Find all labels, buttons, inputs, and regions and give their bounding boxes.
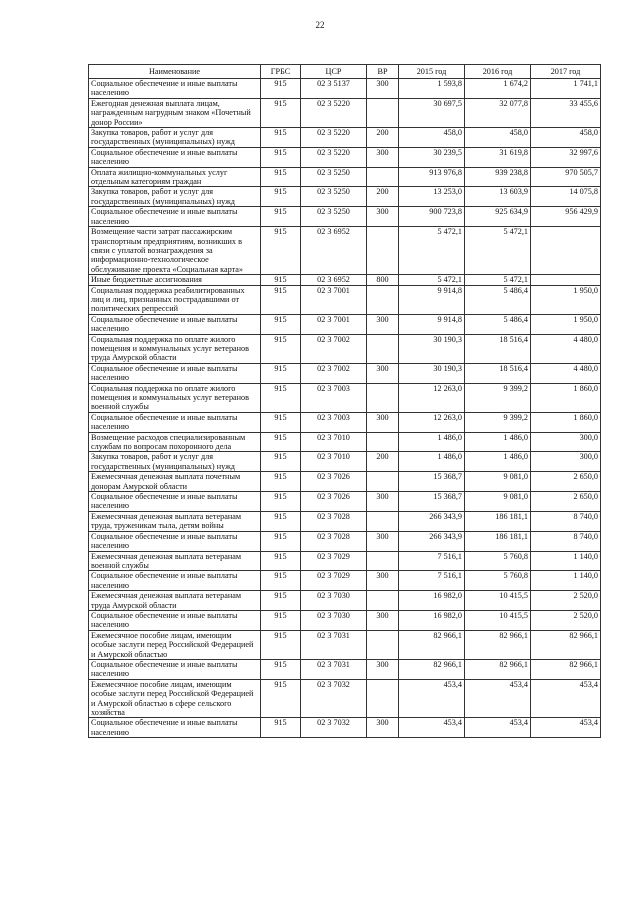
- cell-grbs: 915: [261, 718, 301, 738]
- cell-2017: 2 650,0: [531, 472, 601, 492]
- cell-2015: 1 486,0: [399, 432, 465, 452]
- cell-2017: 2 520,0: [531, 610, 601, 630]
- cell-2016: 9 081,0: [465, 492, 531, 512]
- cell-2016: 186 181,1: [465, 531, 531, 551]
- cell-2016: 10 415,5: [465, 591, 531, 611]
- cell-name: Закупка товаров, работ и услуг для государственных (муниципальных) нужд: [89, 452, 261, 472]
- cell-name: Социальное обеспечение и иные выплаты населению: [89, 571, 261, 591]
- header-2015: 2015 год: [399, 65, 465, 79]
- table-row: [89, 452, 601, 472]
- table-row: [89, 275, 601, 285]
- cell-vr: 300: [367, 363, 399, 383]
- cell-name: Социальное обеспечение и иные выплаты населению: [89, 79, 261, 99]
- cell-grbs: 915: [261, 472, 301, 492]
- cell-2017: 1 860,0: [531, 383, 601, 412]
- cell-2015: 30 239,5: [399, 147, 465, 167]
- cell-2015: 458,0: [399, 128, 465, 148]
- cell-2015: 30 190,3: [399, 334, 465, 363]
- cell-name: Социальное обеспечение и иные выплаты населению: [89, 492, 261, 512]
- table-row: [89, 630, 601, 659]
- cell-vr: [367, 167, 399, 187]
- cell-2015: 9 914,8: [399, 285, 465, 314]
- cell-grbs: 915: [261, 511, 301, 531]
- cell-2016: 1 486,0: [465, 452, 531, 472]
- cell-2016: 458,0: [465, 128, 531, 148]
- cell-grbs: 915: [261, 452, 301, 472]
- cell-2017: [531, 275, 601, 285]
- cell-grbs: 915: [261, 571, 301, 591]
- cell-2015: 7 516,1: [399, 551, 465, 571]
- cell-grbs: 915: [261, 659, 301, 679]
- cell-2015: 1 593,8: [399, 79, 465, 99]
- cell-2016: 1 674,2: [465, 79, 531, 99]
- cell-2017: 8 740,0: [531, 511, 601, 531]
- cell-2017: 8 740,0: [531, 531, 601, 551]
- cell-vr: 300: [367, 207, 399, 227]
- cell-2015: 5 472,1: [399, 227, 465, 275]
- cell-2017: 14 075,8: [531, 187, 601, 207]
- table-row: [89, 412, 601, 432]
- cell-grbs: 915: [261, 98, 301, 127]
- table-row: [89, 659, 601, 679]
- cell-name: Социальное обеспечение и иные выплаты населению: [89, 659, 261, 679]
- cell-2017: 1 860,0: [531, 412, 601, 432]
- cell-2015: 7 516,1: [399, 571, 465, 591]
- cell-2015: 15 368,7: [399, 472, 465, 492]
- table-header-row: [89, 65, 601, 79]
- cell-2017: 4 480,0: [531, 363, 601, 383]
- cell-grbs: 915: [261, 275, 301, 285]
- table-row: [89, 531, 601, 551]
- header-vr: ВР: [367, 65, 399, 79]
- cell-2016: 5 760,8: [465, 571, 531, 591]
- cell-grbs: 915: [261, 679, 301, 718]
- cell-2017: 1 140,0: [531, 571, 601, 591]
- cell-name: Социальное обеспечение и иные выплаты населению: [89, 718, 261, 738]
- cell-2015: 266 343,9: [399, 511, 465, 531]
- cell-csr: 02 3 7010: [301, 452, 367, 472]
- cell-name: Социальное обеспечение и иные выплаты населению: [89, 207, 261, 227]
- cell-2017: 458,0: [531, 128, 601, 148]
- cell-name: Ежемесячное пособие лицам, имеющим особые заслуги перед Российской Федерацией и Амурской областью в сфере сельского хозяйства: [89, 679, 261, 718]
- cell-2017: 956 429,9: [531, 207, 601, 227]
- cell-vr: 300: [367, 79, 399, 99]
- header-name: Наименование: [89, 65, 261, 79]
- cell-csr: 02 3 7031: [301, 659, 367, 679]
- table-row: [89, 492, 601, 512]
- header-grbs: ГРБС: [261, 65, 301, 79]
- cell-2015: 5 472,1: [399, 275, 465, 285]
- cell-2015: 12 263,0: [399, 412, 465, 432]
- cell-2017: 1 950,0: [531, 314, 601, 334]
- table-row: [89, 679, 601, 718]
- cell-name: Ежемесячная денежная выплата ветеранам труда Амурской области: [89, 591, 261, 611]
- cell-vr: [367, 98, 399, 127]
- table-row: [89, 591, 601, 611]
- cell-grbs: 915: [261, 630, 301, 659]
- cell-csr: 02 3 7010: [301, 432, 367, 452]
- cell-grbs: 915: [261, 79, 301, 99]
- cell-vr: [367, 334, 399, 363]
- cell-vr: [367, 432, 399, 452]
- cell-csr: 02 3 5250: [301, 167, 367, 187]
- cell-2015: 30 697,5: [399, 98, 465, 127]
- cell-2016: 82 966,1: [465, 630, 531, 659]
- cell-2017: 82 966,1: [531, 659, 601, 679]
- cell-vr: 800: [367, 275, 399, 285]
- cell-2016: 925 634,9: [465, 207, 531, 227]
- cell-2017: 300,0: [531, 452, 601, 472]
- cell-name: Социальная поддержка реабилитированных лиц и лиц, признанных пострадавшими от политических репрессий: [89, 285, 261, 314]
- table-row: [89, 610, 601, 630]
- cell-vr: [367, 285, 399, 314]
- cell-2016: 186 181,1: [465, 511, 531, 531]
- cell-name: Возмещение части затрат пассажирским транспортным предприятиям, возникших в связи с уплатой вознаграждения за информационно-технологическое обслуживание проекта «Социальная карта»: [89, 227, 261, 275]
- budget-table: [88, 64, 601, 738]
- table-row: [89, 79, 601, 99]
- cell-2016: 5 472,1: [465, 227, 531, 275]
- cell-grbs: 915: [261, 285, 301, 314]
- cell-2017: 970 505,7: [531, 167, 601, 187]
- table-row: [89, 314, 601, 334]
- cell-name: Социальное обеспечение и иные выплаты населению: [89, 363, 261, 383]
- cell-2015: 16 982,0: [399, 610, 465, 630]
- cell-name: Социальное обеспечение и иные выплаты населению: [89, 531, 261, 551]
- cell-2016: 13 603,9: [465, 187, 531, 207]
- table-row: [89, 207, 601, 227]
- cell-2017: 32 997,6: [531, 147, 601, 167]
- header-2017: 2017 год: [531, 65, 601, 79]
- table-row: [89, 147, 601, 167]
- cell-csr: 02 3 5220: [301, 147, 367, 167]
- table-row: [89, 227, 601, 275]
- cell-csr: 02 3 7028: [301, 511, 367, 531]
- table-row: [89, 285, 601, 314]
- cell-csr: 02 3 7029: [301, 571, 367, 591]
- cell-2016: 10 415,5: [465, 610, 531, 630]
- cell-vr: [367, 511, 399, 531]
- cell-2015: 913 976,8: [399, 167, 465, 187]
- cell-2016: 9 399,2: [465, 412, 531, 432]
- cell-2015: 82 966,1: [399, 659, 465, 679]
- cell-vr: 300: [367, 531, 399, 551]
- cell-csr: 02 3 7026: [301, 492, 367, 512]
- cell-grbs: 915: [261, 531, 301, 551]
- cell-2016: 32 077,8: [465, 98, 531, 127]
- cell-2016: 9 081,0: [465, 472, 531, 492]
- table-row: [89, 187, 601, 207]
- cell-2015: 82 966,1: [399, 630, 465, 659]
- cell-2015: 30 190,3: [399, 363, 465, 383]
- cell-csr: 02 3 7002: [301, 363, 367, 383]
- table-row: [89, 334, 601, 363]
- cell-vr: [367, 472, 399, 492]
- cell-csr: 02 3 7029: [301, 551, 367, 571]
- cell-grbs: 915: [261, 227, 301, 275]
- cell-vr: 300: [367, 718, 399, 738]
- cell-name: Социальная поддержка по оплате жилого помещения и коммунальных услуг ветеранов военной службы: [89, 383, 261, 412]
- cell-csr: 02 3 5137: [301, 79, 367, 99]
- cell-2015: 13 253,0: [399, 187, 465, 207]
- cell-name: Ежемесячная денежная выплата почетным донорам Амурской области: [89, 472, 261, 492]
- cell-name: Социальное обеспечение и иные выплаты населению: [89, 147, 261, 167]
- cell-2015: 15 368,7: [399, 492, 465, 512]
- cell-2015: 9 914,8: [399, 314, 465, 334]
- cell-name: Оплата жилищно-коммунальных услуг отдельным категориям граждан: [89, 167, 261, 187]
- cell-grbs: 915: [261, 591, 301, 611]
- cell-csr: 02 3 7003: [301, 412, 367, 432]
- cell-name: Закупка товаров, работ и услуг для государственных (муниципальных) нужд: [89, 128, 261, 148]
- cell-2015: 266 343,9: [399, 531, 465, 551]
- cell-grbs: 915: [261, 551, 301, 571]
- cell-2017: 82 966,1: [531, 630, 601, 659]
- cell-name: Закупка товаров, работ и услуг для государственных (муниципальных) нужд: [89, 187, 261, 207]
- cell-2015: 12 263,0: [399, 383, 465, 412]
- cell-name: Ежемесячное пособие лицам, имеющим особые заслуги перед Российской Федерацией и Амурской областью: [89, 630, 261, 659]
- cell-csr: 02 3 5220: [301, 128, 367, 148]
- cell-2016: 5 760,8: [465, 551, 531, 571]
- cell-2017: 453,4: [531, 718, 601, 738]
- cell-2016: 453,4: [465, 718, 531, 738]
- cell-2016: 31 619,8: [465, 147, 531, 167]
- cell-vr: 200: [367, 128, 399, 148]
- table-row: [89, 98, 601, 127]
- cell-csr: 02 3 5220: [301, 98, 367, 127]
- cell-vr: [367, 227, 399, 275]
- cell-2016: 82 966,1: [465, 659, 531, 679]
- cell-csr: 02 3 6952: [301, 227, 367, 275]
- cell-vr: [367, 630, 399, 659]
- cell-2015: 453,4: [399, 718, 465, 738]
- cell-csr: 02 3 7030: [301, 610, 367, 630]
- cell-2016: 5 472,1: [465, 275, 531, 285]
- cell-grbs: 915: [261, 412, 301, 432]
- table-row: [89, 571, 601, 591]
- cell-grbs: 915: [261, 610, 301, 630]
- cell-grbs: 915: [261, 187, 301, 207]
- cell-csr: 02 3 7028: [301, 531, 367, 551]
- table-row: [89, 472, 601, 492]
- cell-csr: 02 3 7031: [301, 630, 367, 659]
- cell-2016: 453,4: [465, 679, 531, 718]
- cell-2016: 1 486,0: [465, 432, 531, 452]
- cell-2017: 2 650,0: [531, 492, 601, 512]
- cell-grbs: 915: [261, 128, 301, 148]
- cell-name: Ежемесячная денежная выплата ветеранам военной службы: [89, 551, 261, 571]
- cell-csr: 02 3 7032: [301, 679, 367, 718]
- cell-vr: [367, 679, 399, 718]
- cell-grbs: 915: [261, 207, 301, 227]
- header-csr: ЦСР: [301, 65, 367, 79]
- page-number: 22: [315, 20, 325, 30]
- cell-vr: [367, 383, 399, 412]
- budget-sheet: [88, 64, 600, 738]
- cell-vr: 300: [367, 147, 399, 167]
- table-row: [89, 718, 601, 738]
- cell-name: Социальное обеспечение и иные выплаты населению: [89, 610, 261, 630]
- cell-vr: 300: [367, 571, 399, 591]
- cell-name: Социальная поддержка по оплате жилого помещения и коммунальных услуг ветеранов труда Амурской области: [89, 334, 261, 363]
- cell-2016: 5 486,4: [465, 314, 531, 334]
- cell-vr: 300: [367, 610, 399, 630]
- table-body: [89, 79, 601, 738]
- cell-2017: 453,4: [531, 679, 601, 718]
- cell-csr: 02 3 5250: [301, 207, 367, 227]
- cell-vr: 300: [367, 492, 399, 512]
- cell-csr: 02 3 7003: [301, 383, 367, 412]
- cell-2017: 300,0: [531, 432, 601, 452]
- cell-csr: 02 3 7030: [301, 591, 367, 611]
- cell-2016: 9 399,2: [465, 383, 531, 412]
- cell-name: Ежемесячная денежная выплата ветеранам труда, труженикам тыла, детям войны: [89, 511, 261, 531]
- cell-grbs: 915: [261, 314, 301, 334]
- cell-2017: 4 480,0: [531, 334, 601, 363]
- cell-grbs: 915: [261, 383, 301, 412]
- cell-name: Социальное обеспечение и иные выплаты населению: [89, 412, 261, 432]
- header-2016: 2016 год: [465, 65, 531, 79]
- cell-grbs: 915: [261, 363, 301, 383]
- cell-grbs: 915: [261, 167, 301, 187]
- cell-vr: 300: [367, 659, 399, 679]
- cell-vr: [367, 551, 399, 571]
- cell-name: Ежегодная денежная выплата лицам, награжденным нагрудным знаком «Почетный донор России»: [89, 98, 261, 127]
- cell-2017: 2 520,0: [531, 591, 601, 611]
- cell-2015: 453,4: [399, 679, 465, 718]
- table-row: [89, 432, 601, 452]
- table-row: [89, 363, 601, 383]
- table-row: [89, 551, 601, 571]
- cell-2016: 18 516,4: [465, 363, 531, 383]
- cell-vr: [367, 591, 399, 611]
- cell-vr: 200: [367, 452, 399, 472]
- cell-2017: 1 140,0: [531, 551, 601, 571]
- cell-2015: 16 982,0: [399, 591, 465, 611]
- table-row: [89, 128, 601, 148]
- cell-csr: 02 3 7001: [301, 314, 367, 334]
- cell-csr: 02 3 7001: [301, 285, 367, 314]
- cell-grbs: 915: [261, 492, 301, 512]
- cell-grbs: 915: [261, 147, 301, 167]
- cell-2016: 939 238,8: [465, 167, 531, 187]
- cell-grbs: 915: [261, 432, 301, 452]
- cell-csr: 02 3 5250: [301, 187, 367, 207]
- cell-csr: 02 3 6952: [301, 275, 367, 285]
- cell-vr: 200: [367, 187, 399, 207]
- cell-2017: 1 741,1: [531, 79, 601, 99]
- table-row: [89, 167, 601, 187]
- cell-name: Социальное обеспечение и иные выплаты населению: [89, 314, 261, 334]
- cell-csr: 02 3 7032: [301, 718, 367, 738]
- cell-2017: 1 950,0: [531, 285, 601, 314]
- cell-name: Иные бюджетные ассигнования: [89, 275, 261, 285]
- cell-csr: 02 3 7002: [301, 334, 367, 363]
- cell-grbs: 915: [261, 334, 301, 363]
- cell-2016: 5 486,4: [465, 285, 531, 314]
- cell-vr: 300: [367, 412, 399, 432]
- cell-2015: 1 486,0: [399, 452, 465, 472]
- cell-2016: 18 516,4: [465, 334, 531, 363]
- table-row: [89, 511, 601, 531]
- table-row: [89, 383, 601, 412]
- cell-2017: [531, 227, 601, 275]
- cell-2015: 900 723,8: [399, 207, 465, 227]
- cell-vr: 300: [367, 314, 399, 334]
- cell-2017: 33 455,6: [531, 98, 601, 127]
- cell-name: Возмещение расходов специализированным службам по вопросам похоронного дела: [89, 432, 261, 452]
- cell-csr: 02 3 7026: [301, 472, 367, 492]
